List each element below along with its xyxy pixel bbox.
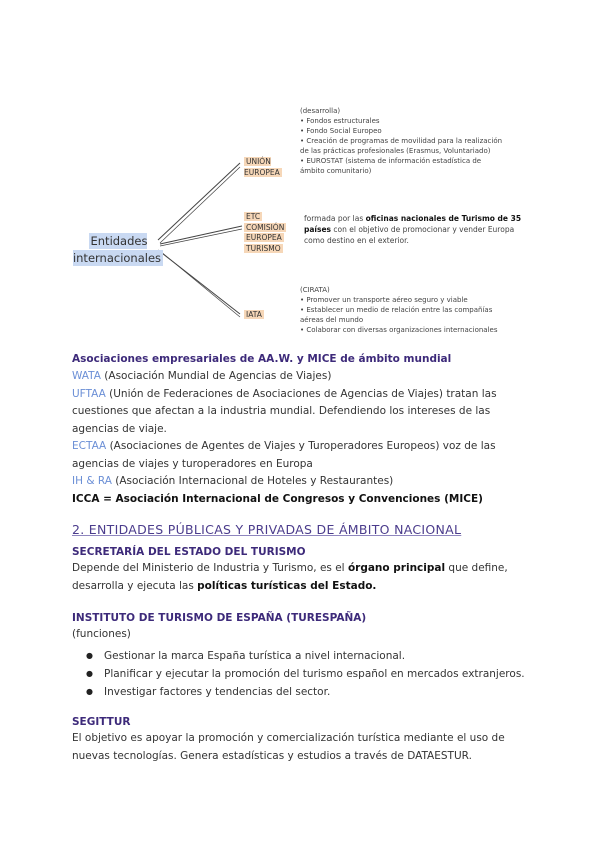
etc-line: EUROPEA [246, 233, 282, 242]
assoc-ectaa [72, 438, 532, 473]
instituto-block [72, 610, 542, 701]
etc-line: TURISMO [246, 243, 281, 253]
ectaa-text: (Asociaciones de Agentes de Viajes y Turoperadores Europeos) voz de las agencias de viajes y turoperadores en Europa [72, 440, 496, 470]
list-item: ● Gestionar la marca España turística a nivel internacional. [104, 647, 542, 665]
associations-heading: Asociaciones empresariales de AA.W. y MICE de ámbito mundial [72, 353, 452, 365]
etc-line: ETC [246, 212, 261, 221]
secretaria-text [72, 560, 532, 595]
etc-line: COMISIÓN [246, 222, 285, 232]
secretaria-t2: que define, desarrolla y ejecuta las [72, 562, 508, 592]
segittur-heading: SEGITTUR [72, 716, 131, 728]
wata-text: (Asociación Mundial de Agencias de Viajes) [100, 370, 332, 382]
root-label: Entidades internacionales [72, 234, 162, 265]
note-line: aéreas del mundo [300, 316, 364, 324]
icca-text: ICCA = Asociación Internacional de Congresos y Convenciones (MICE) [72, 492, 483, 505]
secretaria-block [72, 544, 532, 595]
ihra-abbr: IH & RA [72, 475, 112, 487]
mind-map-root [72, 233, 164, 267]
branch-iata-notes [300, 285, 550, 335]
section-2-title: 2. ENTIDADES PÚBLICAS Y PRIVADAS DE ÁMBITO NACIONAL [72, 522, 462, 537]
instituto-list [72, 647, 542, 701]
note-line: ámbito comunitario) [300, 167, 372, 175]
secretaria-heading: SECRETARÍA DEL ESTADO DEL TURISMO [72, 546, 306, 558]
uftaa-abbr: UFTAA [72, 387, 106, 400]
note-line: • Colaborar con diversas organizaciones internacionales [300, 326, 498, 334]
etc-note-bold: oficinas nacionales de Turismo de 35 países [304, 214, 522, 234]
note-line: • Promover un transporte aéreo seguro y viable [300, 296, 468, 304]
uftaa-text: (Unión de Federaciones de Asociaciones de Agencias de Viajes) tratan las cuestiones que afectan a la industria mundial. Defendiendo los intereses de las agencias de viaje. [72, 387, 497, 435]
associations-block [72, 351, 532, 508]
assoc-ihra [72, 473, 532, 491]
assoc-wata [72, 368, 532, 386]
branch-ue-notes [300, 106, 550, 176]
assoc-uftaa [72, 386, 532, 439]
segittur-block [72, 714, 532, 765]
note-line: (desarrolla) [300, 107, 341, 115]
branch-ue-label [244, 156, 290, 178]
segittur-text: El objetivo es apoyar la promoción y comercialización turística mediante el uso de nuevas tecnologías. Genera estadísticas y estudios a través de DATAESTUR. [72, 732, 505, 762]
ectaa-abbr: ECTAA [72, 440, 107, 452]
wata-abbr: WATA [72, 370, 101, 382]
secretaria-t1: Depende del Ministerio de Industria y Turismo, es el [72, 562, 348, 574]
list-item: ● Planificar y ejecutar la promoción del turismo español en mercados extranjeros. [104, 665, 542, 683]
note-line: de las prácticas profesionales (Erasmus, Voluntariado) [300, 147, 491, 155]
branch-ue-text: UNIÓN EUROPEA [244, 157, 280, 177]
note-line: • Creación de programas de movilidad para la realización [300, 137, 503, 145]
note-line: • Fondos estructurales [300, 117, 380, 125]
etc-note-pre: formada por las [304, 214, 366, 223]
ihra-text: (Asociación Internacional de Hoteles y Restaurantes) [111, 475, 394, 487]
secretaria-b1: órgano principal [347, 562, 446, 574]
instituto-sub: (funciones) [72, 628, 131, 640]
instituto-heading: INSTITUTO DE TURISMO DE ESPAÑA (TURESPAÑA) [72, 612, 367, 624]
assoc-icca [72, 491, 532, 509]
note-line: • Establecer un medio de relación entre las compañías [300, 306, 493, 314]
branch-line-iata-2 [160, 251, 240, 317]
branch-line-ue [158, 163, 240, 240]
branch-etc-label [244, 212, 298, 254]
note-line: • Fondo Social Europeo [300, 127, 382, 135]
branch-etc-notes [304, 213, 530, 246]
branch-line-etc [160, 226, 242, 244]
branch-iata-text: IATA [246, 310, 262, 319]
note-line: (CIRATA) [300, 286, 330, 294]
list-item: ● Investigar factores y tendencias del sector. [104, 683, 542, 701]
etc-note-post: con el objetivo de promocionar y vender Europa como destino en el exterior. [304, 225, 515, 245]
secretaria-b2: políticas turísticas del Estado. [197, 579, 377, 592]
branch-iata-label [244, 309, 274, 320]
note-line: • EUROSTAT (sistema de información estadística de [300, 157, 482, 165]
